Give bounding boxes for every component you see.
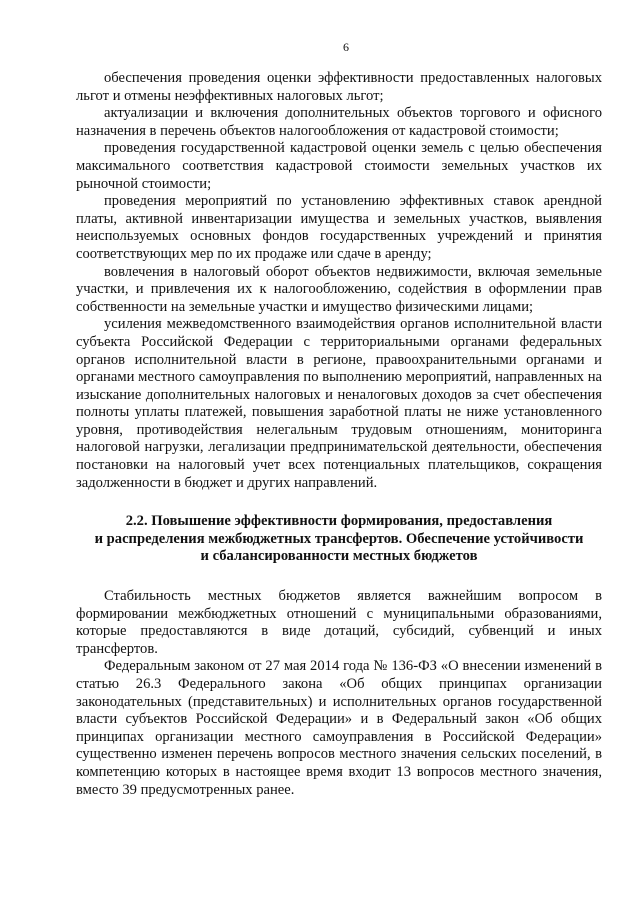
paragraph: Федеральным законом от 27 мая 2014 года № 136-ФЗ «О внесении изменений в статью 26.3 Федерального закона «Об общих принципах организации законодательных (представительных) и исполнительных органов государственной власти субъектов Российской Федерации» и в Федеральный закон «Об общих принципах организации местного самоуправления в Российской Федерации» существенно изменен перечень вопросов местного значения сельских поселений, в компетенцию которых в настоящее время входит 13 вопросов местного значения, вместо 39 предусмотренных ранее. (76, 658, 602, 798)
paragraph: вовлечения в налоговый оборот объектов недвижимости, включая земельные участки, и привлечения их к налогообложению, содействия в оформлении прав собственности на земельные участки и имущество физическими лицами; (76, 263, 602, 315)
paragraph: актуализации и включения дополнительных объектов торгового и офисного назначения в перечень объектов налогообложения от кадастровой стоимости; (76, 105, 602, 139)
section-heading-line: 2.2. Повышение эффективности формирования, предоставления (125, 513, 553, 530)
section-heading-line: и распределения межбюджетных трансфертов. Обеспечение устойчивости (94, 530, 584, 547)
paragraph: обеспечения проведения оценки эффективности предоставленных налоговых льгот и отмены неэффективных налоговых льгот; (76, 70, 602, 104)
section-heading-line: и сбалансированности местных бюджетов (200, 548, 478, 565)
paragraph: усиления межведомственного взаимодействия органов исполнительной власти субъекта Российской Федерации с территориальными органами федеральных органов исполнительной власти в регионе, правоохранительными органами и органами местного самоуправления по выполнению мероприятий, направленных на изыскание дополнительных налоговых и неналоговых доходов за счет обеспечения полноты уплаты платежей, повышения заработной платы не ниже установленного уровня, противодействия нелегальным трудовым отношениям, мониторинга налоговой нагрузки, легализации предпринимательской деятельности, обеспечения постановки на налоговый учет всех потенциальных плательщиков, сокращения задолженности в бюджет и других направлений. (76, 316, 602, 491)
paragraph: проведения государственной кадастровой оценки земель с целью обеспечения максимального соответствия кадастровой стоимости земельных участков их рыночной стоимости; (76, 140, 602, 192)
paragraph: Стабильность местных бюджетов является важнейшим вопросом в формировании межбюджетных отношений с муниципальными образованиями, которые предоставляются в виде дотаций, субсидий, субвенций и иных трансфертов. (76, 588, 602, 657)
paragraph: проведения мероприятий по установлению эффективных ставок арендной платы, активной инвентаризации имущества и земельных участков, выявления неиспользуемых основных фондов государственных учреждений и принятия соответствующих мер по их продаже или сдаче в аренду; (76, 193, 602, 262)
section-heading (76, 513, 602, 566)
page-number: 6 (343, 40, 349, 54)
